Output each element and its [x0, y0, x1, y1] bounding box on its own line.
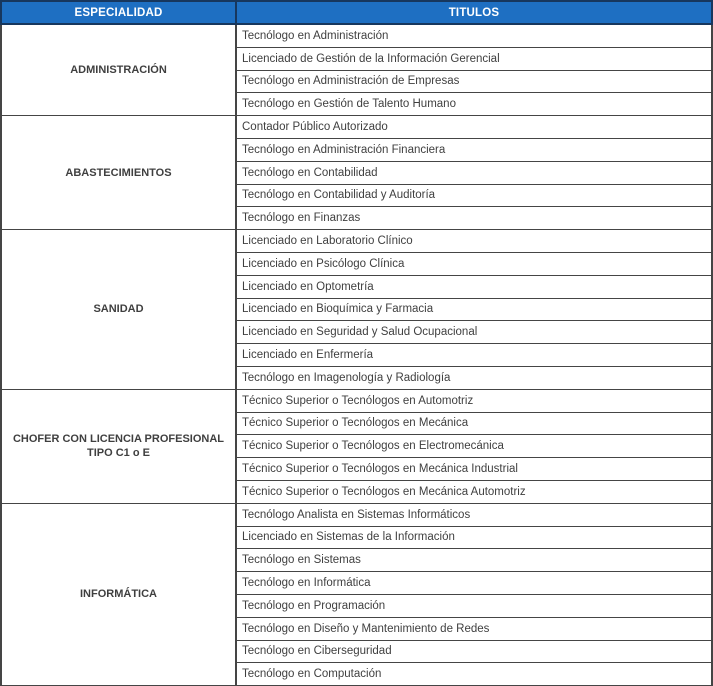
title-cell: Licenciado en Optometría: [236, 275, 712, 298]
table-header: [1, 1, 712, 24]
title-cell: Licenciado en Laboratorio Clínico: [236, 230, 712, 253]
title-cell: Tecnólogo en Contabilidad y Auditoría: [236, 184, 712, 207]
title-cell: Tecnólogo Analista en Sistemas Informáticos: [236, 503, 712, 526]
table-row: [1, 503, 712, 526]
table-row: [1, 389, 712, 412]
title-cell: Tecnólogo en Computación: [236, 663, 712, 686]
title-cell: Licenciado en Enfermería: [236, 344, 712, 367]
column-header-titulos: TITULOS: [236, 1, 712, 24]
title-cell: Licenciado en Seguridad y Salud Ocupacional: [236, 321, 712, 344]
title-cell: Tecnólogo en Programación: [236, 594, 712, 617]
specialty-cell: INFORMÁTICA: [1, 503, 236, 685]
title-cell: Tecnólogo en Ciberseguridad: [236, 640, 712, 663]
title-cell: Tecnólogo en Gestión de Talento Humano: [236, 93, 712, 116]
header-row: [1, 1, 712, 24]
title-cell: Tecnólogo en Informática: [236, 572, 712, 595]
title-cell: Técnico Superior o Tecnólogos en Mecánica: [236, 412, 712, 435]
title-cell: Tecnólogo en Imagenología y Radiología: [236, 366, 712, 389]
title-cell: Tecnólogo en Administración de Empresas: [236, 70, 712, 93]
title-cell: Tecnólogo en Contabilidad: [236, 161, 712, 184]
title-cell: Licenciado en Psicólogo Clínica: [236, 252, 712, 275]
title-cell: Contador Público Autorizado: [236, 116, 712, 139]
title-cell: Licenciado de Gestión de la Información Gerencial: [236, 47, 712, 70]
specialty-cell: SANIDAD: [1, 230, 236, 390]
specialty-cell: CHOFER CON LICENCIA PROFESIONAL TIPO C1 o E: [1, 389, 236, 503]
specialty-cell: ADMINISTRACIÓN: [1, 24, 236, 116]
table-body: [1, 24, 712, 686]
specialty-cell: ABASTECIMIENTOS: [1, 116, 236, 230]
title-cell: Técnico Superior o Tecnólogos en Mecánica Automotriz: [236, 480, 712, 503]
table-row: [1, 116, 712, 139]
table-row: [1, 230, 712, 253]
title-cell: Licenciado en Bioquímica y Farmacia: [236, 298, 712, 321]
title-cell: Tecnólogo en Administración Financiera: [236, 138, 712, 161]
title-cell: Técnico Superior o Tecnólogos en Automotriz: [236, 389, 712, 412]
title-cell: Tecnólogo en Sistemas: [236, 549, 712, 572]
column-header-especialidad: ESPECIALIDAD: [1, 1, 236, 24]
title-cell: Tecnólogo en Diseño y Mantenimiento de Redes: [236, 617, 712, 640]
title-cell: Técnico Superior o Tecnólogos en Mecánica Industrial: [236, 458, 712, 481]
title-cell: Licenciado en Sistemas de la Información: [236, 526, 712, 549]
title-cell: Tecnólogo en Finanzas: [236, 207, 712, 230]
table-row: [1, 24, 712, 47]
title-cell: Tecnólogo en Administración: [236, 24, 712, 47]
title-cell: Técnico Superior o Tecnólogos en Electromecánica: [236, 435, 712, 458]
